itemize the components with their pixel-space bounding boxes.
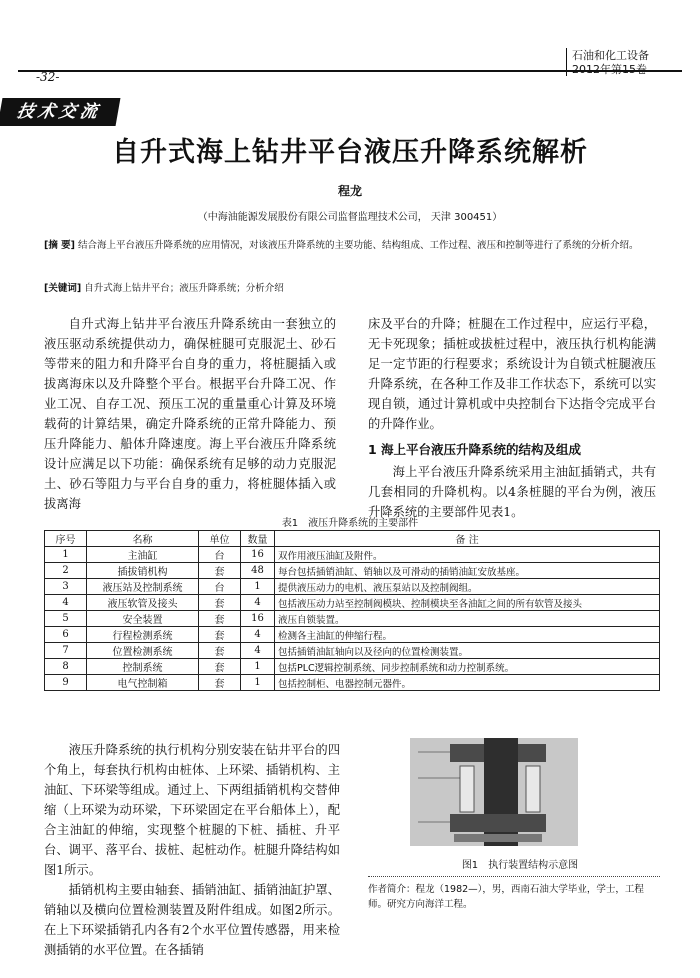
table-row — [45, 643, 660, 659]
table-header-row — [45, 531, 660, 547]
article-author: 程龙 — [337, 184, 362, 198]
cell-index: 2 — [45, 563, 87, 579]
table-row — [45, 675, 660, 691]
table-row — [45, 595, 660, 611]
cell-name: 行程检测系统 — [87, 627, 199, 643]
header-rule — [18, 70, 682, 72]
header-index: 序号 — [45, 531, 87, 547]
cell-quantity: 4 — [241, 595, 275, 611]
cell-index: 5 — [45, 611, 87, 627]
main-cylinder-right — [526, 766, 540, 812]
abstract-text: 结合海上平台液压升降系统的应用情况，对该液压升降系统的主要功能、结构组成、工作过程、液压和控制等进行了系统的分析介绍。 — [78, 240, 639, 251]
table-row — [45, 627, 660, 643]
cell-remarks: 检测各主油缸的伸缩行程。 — [275, 627, 660, 643]
cell-name: 插拔销机构 — [87, 563, 199, 579]
cell-unit: 套 — [199, 611, 241, 627]
components-table — [44, 530, 660, 691]
page-number: -32- — [36, 70, 60, 84]
cell-index: 7 — [45, 643, 87, 659]
cell-unit: 套 — [199, 659, 241, 675]
cell-remarks: 包括控制柜、电器控制元器件。 — [275, 675, 660, 691]
section-banner: 技术交流 — [0, 98, 120, 126]
author-bio-rule — [368, 876, 660, 877]
paragraph-actuator: 液压升降系统的执行机构分别安装在钻井平台的四个角上，每套执行机构由桩体、上环梁、插销机构、主油缸、下环梁等组成。通过上、下两组插销机构交替伸缩（上环梁为动环梁，下环梁固定在平台船体上），配合主油缸的伸缩，实现整个桩腿的下桩、插桩、升平台、调平、落平台、拔桩、起桩动作。桩腿升降结构如图1所示。 — [44, 743, 340, 877]
cell-quantity: 4 — [241, 627, 275, 643]
keywords-label: [关键词] — [44, 283, 82, 294]
cell-index: 1 — [45, 547, 87, 563]
cell-unit: 台 — [199, 579, 241, 595]
cell-quantity: 48 — [241, 563, 275, 579]
cell-quantity: 1 — [241, 659, 275, 675]
cell-name: 液压软管及接头 — [87, 595, 199, 611]
table-caption: 表1 液压升降系统的主要部件 — [281, 518, 419, 529]
table-row — [45, 611, 660, 627]
cell-index: 3 — [45, 579, 87, 595]
table-row — [45, 659, 660, 675]
cell-remarks: 包括液压动力站至控制阀模块、控制模块至各油缸之间的所有软管及接头 — [275, 595, 660, 611]
cell-name: 主油缸 — [87, 547, 199, 563]
cell-remarks: 每台包括插销油缸、销轴以及可滑动的插销油缸安放基座。 — [275, 563, 660, 579]
paragraph-intro: 自升式海上钻井平台液压升降系统由一套独立的液压驱动系统提供动力，确保桩腿可克服泥土、砂石等带来的阻力和升降平台自身的重力，将桩腿插入或拔离海床以及升降整个平台。根据平台升降工况、作业工况、自存工况、预压工况的重量重心计算及环境载荷的计算结果，确定升降系统的正常升降能力、预压升降能力、船体升降速度。海上平台液压升降系统设计应满足以下功能：确保系统有足够的动力克服泥土、砂石等阻力与平台自身的重力，将桩腿体插入或拔离海 — [44, 317, 336, 511]
hull-base — [454, 834, 542, 842]
cell-name: 位置检测系统 — [87, 643, 199, 659]
cell-name: 安全装置 — [87, 611, 199, 627]
cell-quantity: 1 — [241, 675, 275, 691]
journal-name: 石油和化工设备 — [572, 49, 649, 62]
body-column-right — [368, 314, 656, 522]
article-title: 自升式海上钻井平台液压升降系统解析 — [112, 137, 588, 168]
cell-name: 液压站及控制系统 — [87, 579, 199, 595]
section-heading-1: 1 海上平台液压升降系统的结构及组成 — [368, 442, 582, 457]
cell-index: 9 — [45, 675, 87, 691]
cell-remarks: 双作用液压油缸及附件。 — [275, 547, 660, 563]
journal-info — [572, 49, 649, 77]
table-row — [45, 547, 660, 563]
cell-unit: 台 — [199, 547, 241, 563]
abstract-label: [摘 要] — [44, 240, 75, 251]
cell-quantity: 1 — [241, 579, 275, 595]
header-quantity: 数量 — [241, 531, 275, 547]
figure-caption: 图1 执行装置结构示意图 — [461, 860, 579, 871]
main-cylinder-left — [460, 766, 474, 812]
cell-quantity: 4 — [241, 643, 275, 659]
header-unit: 单位 — [199, 531, 241, 547]
paragraph-intro-continued: 床及平台的升降；桩腿在工作过程中，应运行平稳，无卡死现象；插桩或拔桩过程中，液压执行机构能满足一定节距的行程要求；系统设计为自锁式桩腿液压升降系统，在各种工作及非工作状态下，系统可以实现自锁，通过计算机或中央控制台下达指令完成平台的升降作业。 — [368, 317, 656, 431]
cell-remarks: 包括插销油缸轴向以及径向的位置检测装置。 — [275, 643, 660, 659]
keywords — [44, 280, 660, 294]
body-column-lower-left — [44, 740, 340, 960]
lower-ring-beam — [450, 814, 546, 832]
cell-unit: 套 — [199, 643, 241, 659]
cell-name: 电气控制箱 — [87, 675, 199, 691]
header-remarks: 备 注 — [275, 531, 660, 547]
table-row — [45, 579, 660, 595]
paragraph-pin-mechanism: 插销机构主要由轴套、插销油缸、插销油缸护罩、销轴以及横向位置检测装置及附件组成。如图2所示。在上下环梁插销孔内各有2个水平位置传感器，用来检测插销的水平位置。在各插销 — [44, 883, 340, 957]
cell-index: 6 — [45, 627, 87, 643]
table-row — [45, 563, 660, 579]
cell-quantity: 16 — [241, 611, 275, 627]
cell-unit: 套 — [199, 595, 241, 611]
cell-remarks: 包括PLC逻辑控制系统、同步控制系统和动力控制系统。 — [275, 659, 660, 675]
cell-quantity: 16 — [241, 547, 275, 563]
cell-index: 8 — [45, 659, 87, 675]
cell-index: 4 — [45, 595, 87, 611]
cell-remarks: 提供液压动力的电机、液压泵站以及控制阀组。 — [275, 579, 660, 595]
author-affiliation: （中海油能源发展股份有限公司监督监理技术公司， 天津 300451） — [197, 212, 503, 223]
cell-unit: 套 — [199, 563, 241, 579]
actuator-structure-figure — [410, 738, 578, 846]
paragraph-structure: 海上平台液压升降系统采用主油缸插销式，共有几套相同的升降机构。以4条桩腿的平台为例，液压升降系统的主要部件见表1。 — [368, 465, 656, 519]
cell-remarks: 液压自锁装置。 — [275, 611, 660, 627]
keywords-text: 自升式海上钻井平台；液压升降系统；分析介绍 — [84, 283, 284, 294]
header-name: 名称 — [87, 531, 199, 547]
cell-unit: 套 — [199, 675, 241, 691]
cell-unit: 套 — [199, 627, 241, 643]
body-column-left — [44, 314, 336, 514]
cell-name: 控制系统 — [87, 659, 199, 675]
author-bio: 作者简介：程龙（1982—），男，西南石油大学毕业，学士，工程师。研究方向海洋工程。 — [368, 884, 644, 910]
abstract — [44, 238, 660, 253]
